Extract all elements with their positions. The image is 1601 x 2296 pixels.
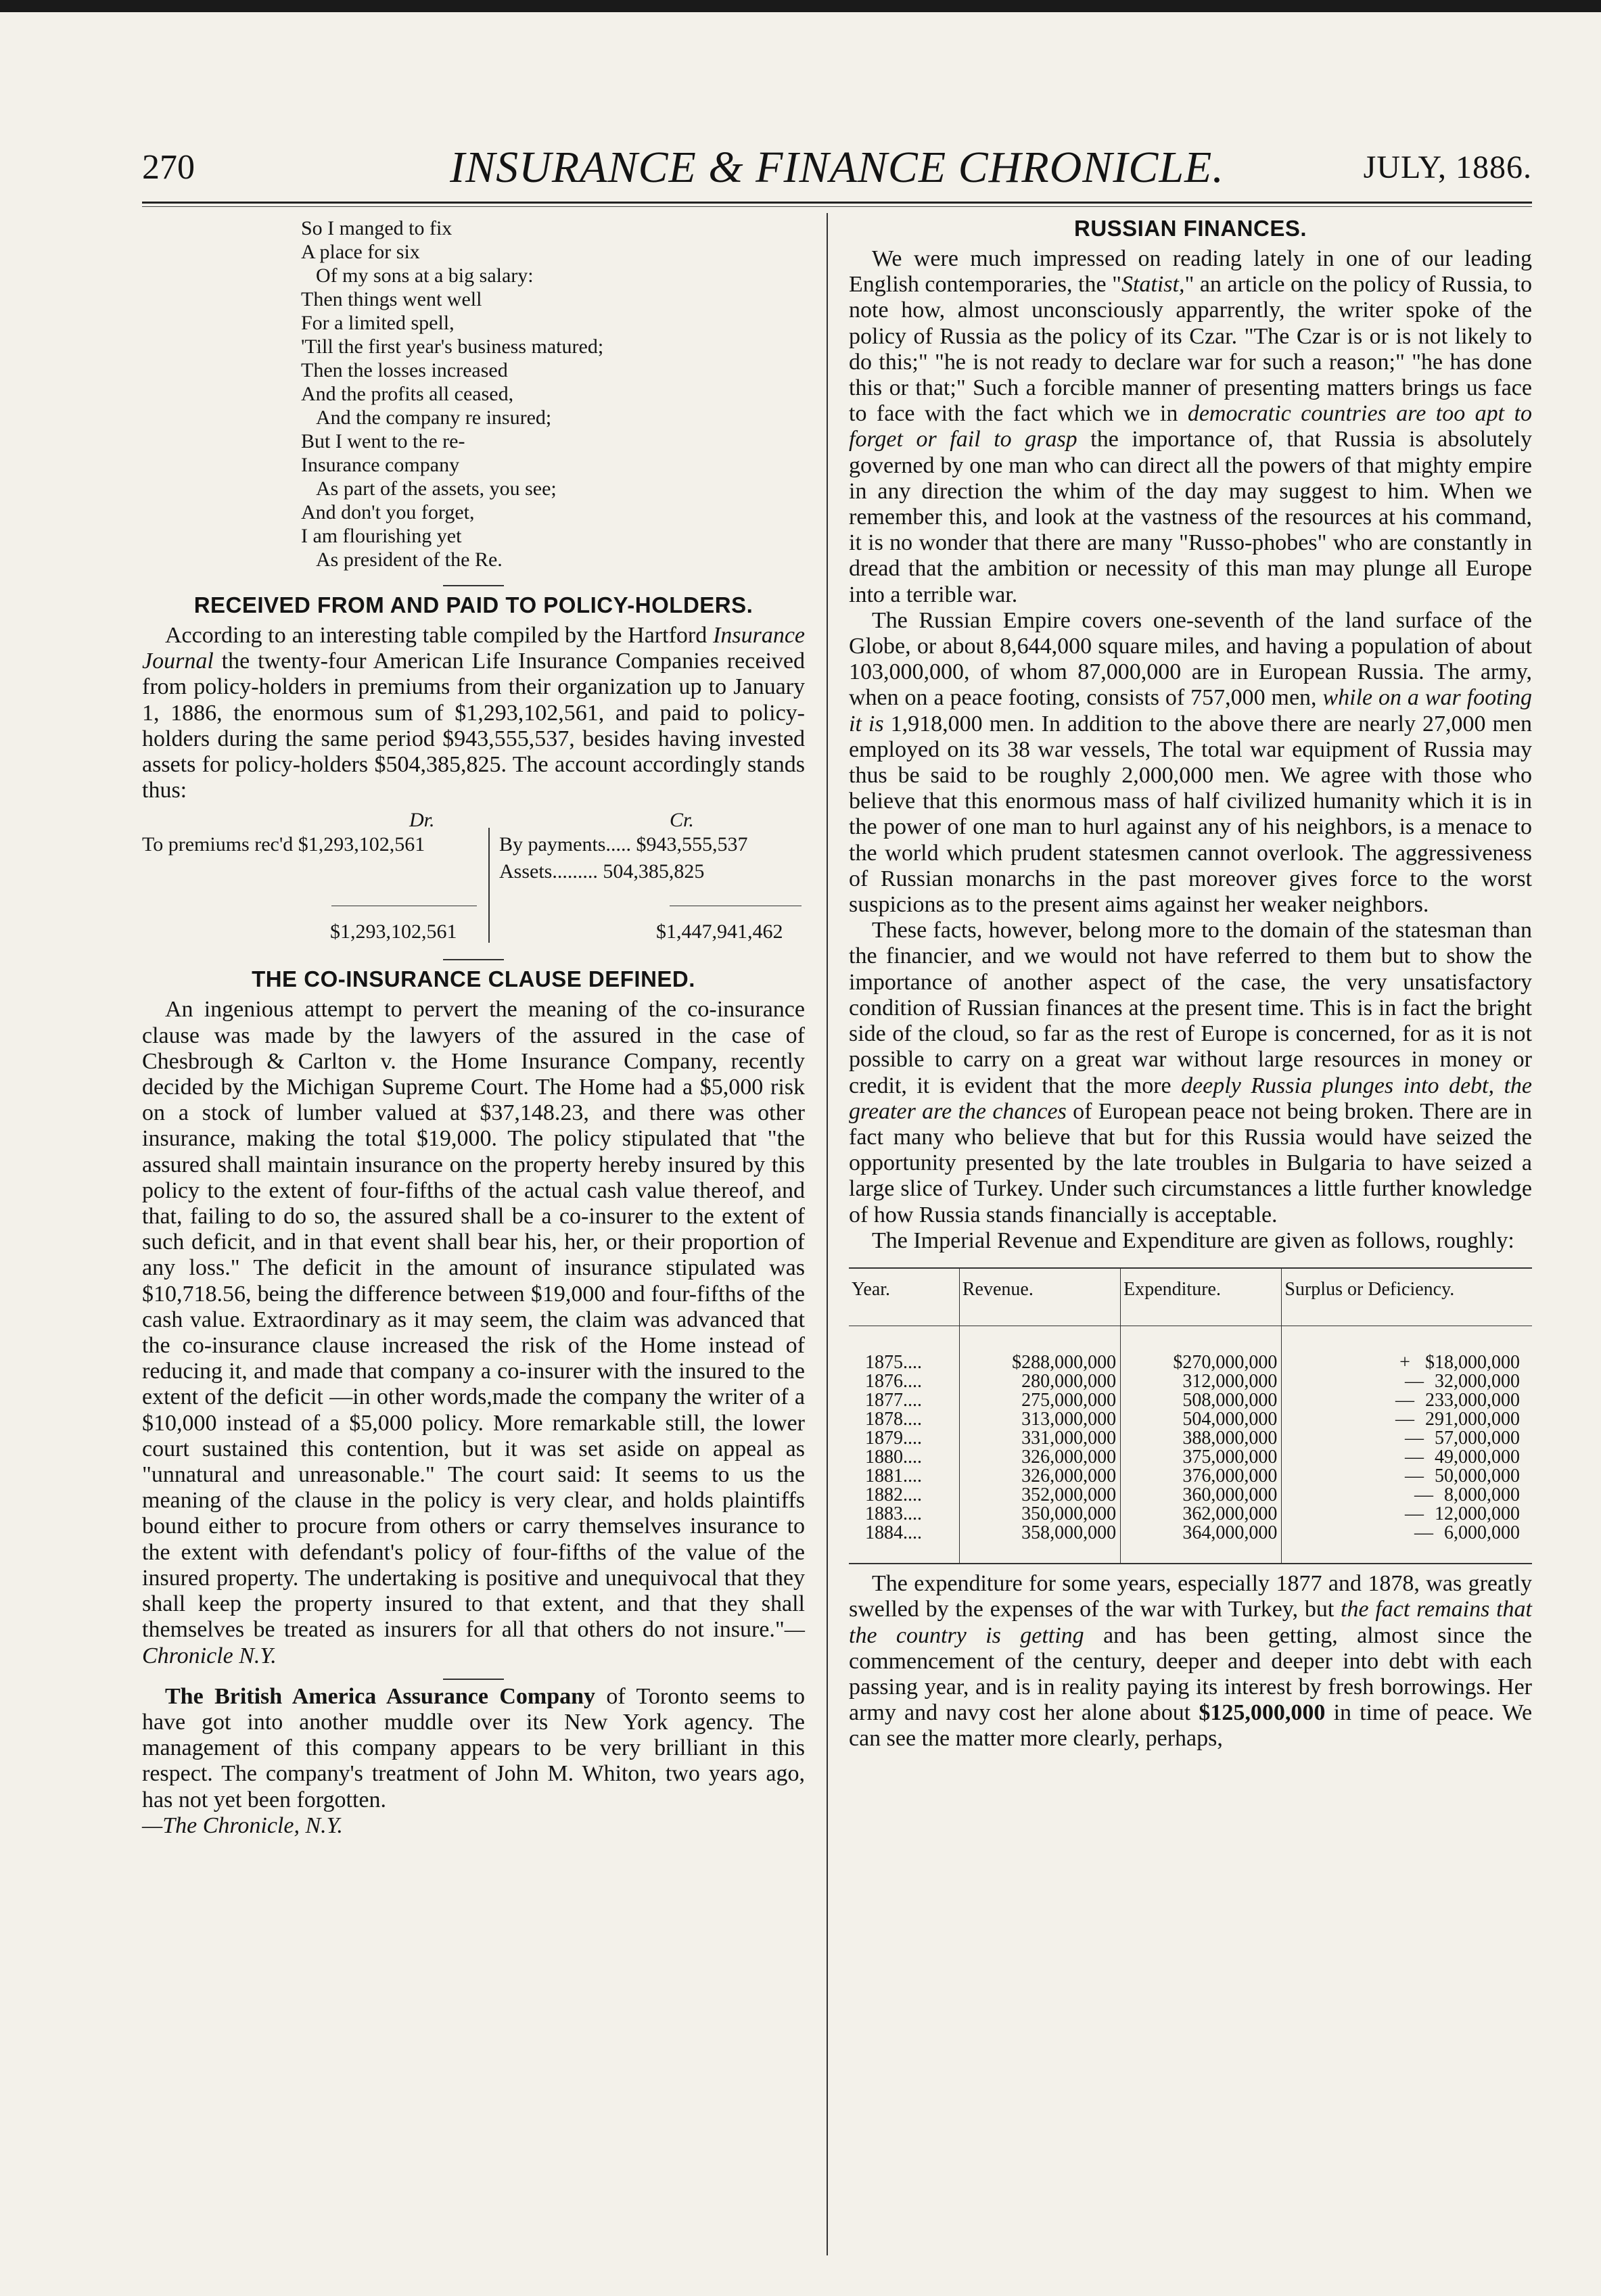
- sign-mark: —: [1405, 1428, 1424, 1449]
- surplus-value: 12,000,000: [1435, 1503, 1520, 1525]
- surplus-cell: [1282, 1326, 1532, 1373]
- surplus-value: 57,000,000: [1435, 1428, 1520, 1449]
- issue-date: JULY, 1886.: [1363, 149, 1532, 185]
- year-cell: 1880....: [865, 1447, 922, 1468]
- revenue-cell: 350,000,000: [959, 1505, 1120, 1524]
- newspaper-page: [142, 135, 1532, 2252]
- surplus-value: 233,000,000: [1425, 1390, 1520, 1411]
- poem-line: Insurance company: [301, 454, 460, 476]
- sign-mark: —: [1405, 1447, 1424, 1468]
- article-paragraph: The British America Assurance Company of Toronto seems to have got into another muddle over its New York agency. The management of this company appears to be very brilliant in this respect. The company's treatment of John M. Whiton, two years ago, has not yet been forgotten. —The Chronicle, N.Y.: [142, 1683, 805, 1838]
- surplus-value: 8,000,000: [1444, 1484, 1520, 1506]
- sign-mark: —: [1405, 1466, 1424, 1487]
- column-header: Surplus or Deficiency.: [1282, 1269, 1532, 1326]
- expenditure-cell: 375,000,000: [1121, 1448, 1282, 1467]
- year-cell: 1882....: [865, 1484, 922, 1506]
- header-rule: [142, 202, 1532, 207]
- poem-line: For a limited spell,: [301, 312, 455, 334]
- revenue-cell: 331,000,000: [959, 1429, 1120, 1448]
- section-rule: [443, 959, 504, 960]
- surplus-value: 32,000,000: [1435, 1371, 1520, 1392]
- poem-line: And the profits all ceased,: [301, 383, 514, 405]
- article-paragraph: The Imperial Revenue and Expenditure are given as follows, roughly:: [872, 1227, 1514, 1253]
- column-header: Revenue.: [959, 1269, 1120, 1326]
- surplus-cell: [1282, 1391, 1532, 1410]
- surplus-cell: [1282, 1467, 1532, 1486]
- year-cell: 1883....: [865, 1503, 922, 1525]
- table-row: [849, 1391, 1532, 1410]
- poem: [301, 216, 805, 571]
- year-cell: 1877....: [865, 1390, 922, 1411]
- column-header: Expenditure.: [1121, 1269, 1282, 1326]
- journal-name: Insurance Journal: [142, 623, 805, 674]
- poem-line: 'Till the first year's business matured;: [301, 335, 604, 358]
- expenditure-cell: 362,000,000: [1121, 1505, 1282, 1524]
- poem-line: So I manged to fix: [301, 217, 453, 239]
- surplus-cell: [1282, 1505, 1532, 1524]
- poem-line: But I went to the re-: [301, 430, 465, 452]
- expenditure-cell: 360,000,000: [1121, 1486, 1282, 1505]
- left-column: [142, 216, 805, 1839]
- masthead-title: INSURANCE & FINANCE CHRONICLE.: [450, 143, 1224, 192]
- payments-entry: By payments..... $943,555,537: [499, 833, 748, 856]
- source-credit: —Chronicle N.Y.: [142, 1617, 805, 1668]
- page-number: 270: [142, 148, 195, 187]
- surplus-cell: [1282, 1410, 1532, 1429]
- table-row: [849, 1505, 1532, 1524]
- sign-mark: +: [1399, 1352, 1410, 1374]
- table-row: [849, 1372, 1532, 1391]
- article-paragraph: According to an interesting table compiled by the Hartford Insurance Journal the twenty-four American Life Insurance Companies received from policy-holders in premiums from their organization up to January 1, 1886, the enormous sum of $1,293,102,561, and paid to policy-holders during the same period $943,555,537, besides having invested assets for policy-holders $504,385,825. The account accordingly stands thus:: [142, 623, 805, 803]
- surplus-cell: [1282, 1448, 1532, 1467]
- poem-line: I am flourishing yet: [301, 525, 462, 547]
- expenditure-cell: 376,000,000: [1121, 1467, 1282, 1486]
- sign-mark: —: [1405, 1503, 1424, 1525]
- revenue-cell: $288,000,000: [959, 1326, 1120, 1373]
- surplus-cell: [1282, 1524, 1532, 1563]
- revenue-cell: 326,000,000: [959, 1467, 1120, 1486]
- poem-line: A place for six: [301, 241, 420, 263]
- debit-label: Dr.: [409, 809, 435, 832]
- premiums-entry: To premiums rec'd $1,293,102,561: [142, 833, 425, 856]
- surplus-value: 50,000,000: [1435, 1466, 1520, 1487]
- table-row: [849, 1524, 1532, 1563]
- revenue-cell: 313,000,000: [959, 1410, 1120, 1429]
- year-cell: 1875....: [865, 1352, 922, 1374]
- surplus-cell: [1282, 1372, 1532, 1391]
- right-column: [849, 216, 1532, 1752]
- poem-line: Then the losses increased: [301, 359, 508, 381]
- surplus-value: $18,000,000: [1425, 1352, 1520, 1374]
- table-row: [849, 1326, 1532, 1373]
- page-top-edge: [0, 0, 1601, 12]
- table-row: [849, 1486, 1532, 1505]
- year-cell: 1884....: [865, 1522, 922, 1544]
- table-row: [849, 1448, 1532, 1467]
- revenue-cell: 280,000,000: [959, 1372, 1120, 1391]
- poem-line: As president of the Re.: [316, 548, 503, 571]
- source-credit: —The Chronicle, N.Y.: [142, 1812, 343, 1838]
- year-cell: 1881....: [865, 1466, 922, 1487]
- expenditure-cell: 508,000,000: [1121, 1391, 1282, 1410]
- article-paragraph: We were much impressed on reading lately in one of our leading English contemporaries, the "Statist," an article on the policy of Russia, to note how, almost unconsciously apparrently, the writer spoke of the policy of Russia as the policy of its Czar. "The Czar is or is not likely to do this;" "he is not ready to declare war for such a reason;" "he has done this or that;" Such a forcible manner of presenting matters brings us face to face with the fact which we in democratic countries are too apt to forget or fail to grasp the importance of, that Russia is absolutely governed by one man who can direct all the powers of that mighty empire in any direction the whim of the day may suggest to him. When we remember this, and look at the vastness of the resources at his command, it is no wonder that there are many "Russo-phobes" who are constantly in dread that the ambition or necessity of this man may plunge all Europe into a terrible war.: [849, 246, 1533, 607]
- account-divider: [488, 828, 490, 943]
- section-rule: [443, 585, 504, 586]
- surplus-cell: [1282, 1486, 1532, 1505]
- debit-total: $1,293,102,561: [330, 920, 457, 943]
- expenditure-cell: 504,000,000: [1121, 1410, 1282, 1429]
- poem-line: As part of the assets, you see;: [316, 477, 557, 500]
- article-heading-russian: RUSSIAN FINANCES.: [1073, 216, 1307, 241]
- revenue-cell: 352,000,000: [959, 1486, 1120, 1505]
- assets-entry: Assets......... 504,385,825: [499, 860, 705, 883]
- poem-line: And don't you forget,: [301, 501, 475, 523]
- expenditure-cell: 312,000,000: [1121, 1372, 1282, 1391]
- page-header: [142, 135, 1532, 200]
- article-paragraph: These facts, however, belong more to the domain of the statesman than the financier, and we would not have referred to them but to show the importance of another aspect of the case, the very unsatisfactory condition of Russian finances at the present time. This is in fact the bright side of the cloud, so far as the rest of Europe is concerned, for as it is not possible to carry on a great war without large resources in money or credit, it is evident that the more deeply Russia plunges into debt, the greater are the chances of European peace not being broken. There are in fact many who believe that but for this Russia would have seized the opportunity presented by the late troubles in Bulgaria to have seized a large slice of Turkey. Under such circumstances a little further knowledge of how Russia stands financially is acceptable.: [849, 918, 1533, 1227]
- article-paragraph: The Russian Empire covers one-seventh of the land surface of the Globe, or about 8,644,000 square miles, and having a population of about 103,000,000, of whom 87,000,000 are in European Russia. The army, when on a peace footing, consists of 757,000 men, while on a war footing it is 1,918,000 men. In addition to the above there are nearly 27,000 men employed on its 38 war vessels, The total war equipment of Russia may thus be said to be roughly 2,000,000 men. We agree with those who believe that this enormous mass of half civilized humanity which it is in the power of one man to hurl against any of his neighbors, is a menace to the world which prudent statesmen cannot overlook. The aggressiveness of Russian monarchs in the past moreover gives force to the worst suspicions as to the present aims against her weaker neighbors.: [849, 607, 1533, 918]
- article-heading-received: RECEIVED FROM AND PAID TO POLICY-HOLDERS.: [193, 592, 753, 617]
- surplus-value: 49,000,000: [1435, 1447, 1520, 1468]
- section-rule: [443, 1679, 504, 1680]
- column-divider: [827, 213, 828, 2255]
- poem-line: Of my sons at a big salary:: [316, 264, 534, 287]
- expenditure-cell: 364,000,000: [1121, 1524, 1282, 1563]
- poem-line: And the company re insured;: [316, 406, 552, 429]
- account-statement: [142, 807, 805, 950]
- credit-total: $1,447,941,462: [656, 920, 783, 943]
- revenue-expenditure-table: [849, 1267, 1532, 1564]
- table-row: [849, 1467, 1532, 1486]
- article-paragraph: An ingenious attempt to pervert the meaning of the co-insurance clause was made by the lawyers of the assured in the case of Chesbrough & Carlton v. the Home Insurance Company, recently decided by the Michigan Supreme Court. The Home had a $5,000 risk on a stock of lumber valued at $37,148.23, and there was other insurance, making the total $19,000. The policy stipulated that "the assured shall maintain insurance on the property hereby insured by this policy to the extent of four-fifths of the actual cash value thereof, and that, failing to do so, the assured shall be a co-insurer to the extent of such deficit, and in that event shall bear his, her, or their proportion of any loss." The deficit in the amount of insurance stipulated was $10,718.56, being the difference between $19,000 and four-fifths of the cash value. Extraordinary as it may seem, the claim was advanced that the co-insurance clause increased the risk of the Home instead of reducing it, and made that company a co-insurer with the insured to the extent of the deficit —in other words,made the company the writer of a $10,000 instead of a $5,000 policy. More remarkable still, the lower court sustained this contention, but it was set aside on appeal as "unnatural and unreasonable." The court said: It seems to us the meaning of the clause in the policy is very clear, and holds plaintiffs bound either to procure from others or carry themselves insurance to the extent with defendant's policy of four-fifths of the value of the insured property. The undertaking is positive and unequivocal that they shall keep the property insured to that extent, and that they shall themselves be treated as insurers for all that others do not insure."—Chronicle N.Y.: [142, 997, 805, 1668]
- sign-mark: —: [1395, 1390, 1414, 1411]
- table-header-row: [849, 1269, 1532, 1326]
- sign-mark: —: [1405, 1371, 1424, 1392]
- sign-mark: —: [1414, 1522, 1433, 1544]
- year-cell: 1876....: [865, 1371, 922, 1392]
- revenue-cell: 275,000,000: [959, 1391, 1120, 1410]
- year-cell: 1878....: [865, 1409, 922, 1430]
- expenditure-cell: $270,000,000: [1121, 1326, 1282, 1373]
- sign-mark: —: [1395, 1409, 1414, 1430]
- table-row: [849, 1410, 1532, 1429]
- article-heading-coinsurance: THE CO-INSURANCE CLAUSE DEFINED.: [252, 966, 695, 992]
- surplus-value: 6,000,000: [1444, 1522, 1520, 1544]
- article-paragraph: The expenditure for some years, especially 1877 and 1878, was greatly swelled by the expenses of the war with Turkey, but the fact remains that the country is getting and has been getting, almost since the commencement of the century, deeper and deeper into debt with each passing year, and is in reality paying its interest by fresh borrowings. Her army and navy cost her alone about $125,000,000 in time of peace. We can see the matter more clearly, perhaps,: [849, 1571, 1533, 1752]
- expenditure-cell: 388,000,000: [1121, 1429, 1282, 1448]
- revenue-cell: 358,000,000: [959, 1524, 1120, 1563]
- poem-line: Then things went well: [301, 288, 482, 310]
- company-name: The British America Assurance Company: [165, 1683, 596, 1709]
- table-row: [849, 1429, 1532, 1448]
- credit-label: Cr.: [670, 809, 694, 832]
- revenue-cell: 326,000,000: [959, 1448, 1120, 1467]
- column-header: Year.: [849, 1269, 959, 1326]
- sign-mark: —: [1414, 1484, 1433, 1506]
- surplus-value: 291,000,000: [1425, 1409, 1520, 1430]
- surplus-cell: [1282, 1429, 1532, 1448]
- year-cell: 1879....: [865, 1428, 922, 1449]
